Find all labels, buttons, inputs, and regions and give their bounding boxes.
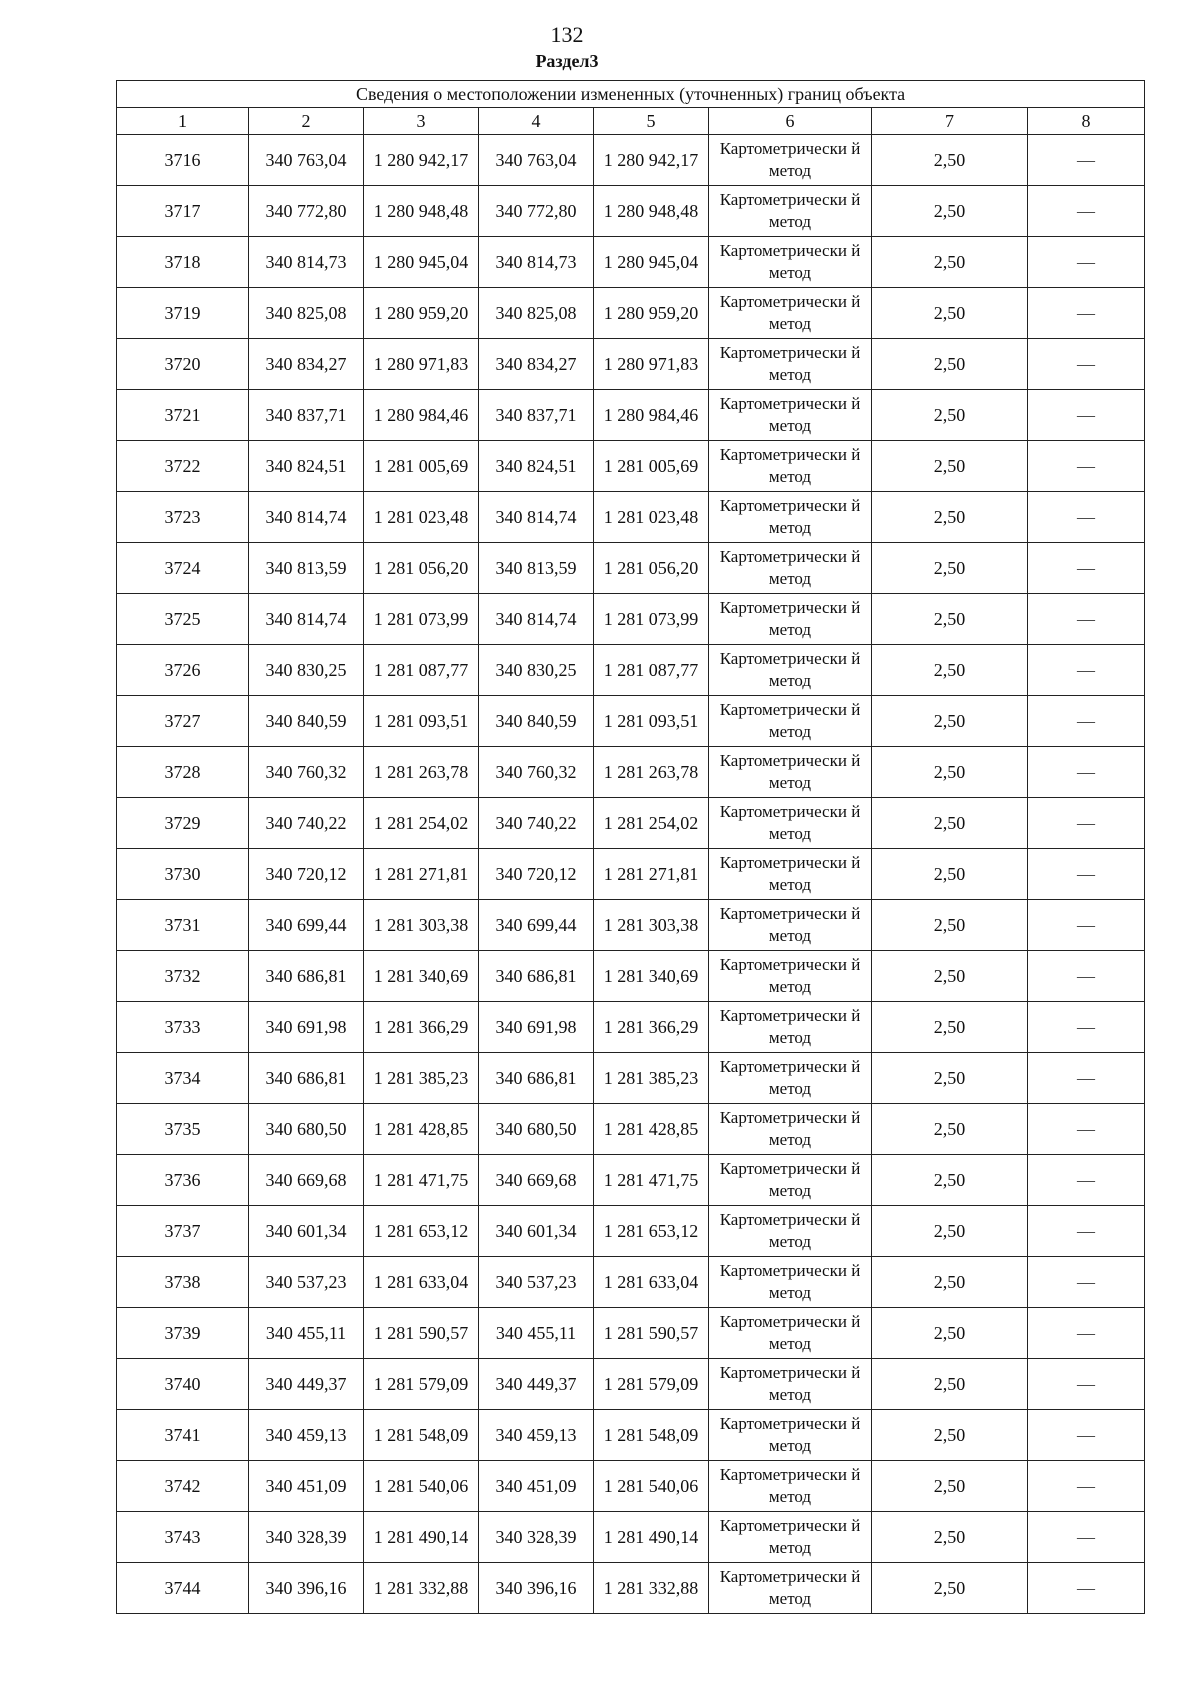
x-old-cell: 340 691,98 — [249, 1002, 364, 1053]
method-cell: Картометрически й метод — [709, 1410, 872, 1461]
description-cell: — — [1028, 441, 1145, 492]
x-new-cell: 340 824,51 — [479, 441, 594, 492]
x-new-cell: 340 814,74 — [479, 492, 594, 543]
y-old-cell: 1 281 093,51 — [364, 696, 479, 747]
accuracy-cell: 2,50 — [872, 339, 1028, 390]
y-old-cell: 1 281 428,85 — [364, 1104, 479, 1155]
accuracy-cell: 2,50 — [872, 390, 1028, 441]
x-old-cell: 340 740,22 — [249, 798, 364, 849]
method-cell: Картометрически й метод — [709, 492, 872, 543]
description-cell: — — [1028, 645, 1145, 696]
x-old-cell: 340 455,11 — [249, 1308, 364, 1359]
method-cell: Картометрически й метод — [709, 1104, 872, 1155]
table-row — [117, 492, 1145, 543]
method-cell: Картометрически й метод — [709, 135, 872, 186]
point-number-cell: 3733 — [117, 1002, 249, 1053]
y-old-cell: 1 281 087,77 — [364, 645, 479, 696]
table-row — [117, 390, 1145, 441]
y-old-cell: 1 281 366,29 — [364, 1002, 479, 1053]
table-row — [117, 1512, 1145, 1563]
accuracy-cell: 2,50 — [872, 798, 1028, 849]
y-new-cell: 1 281 340,69 — [594, 951, 709, 1002]
point-number-cell: 3718 — [117, 237, 249, 288]
point-number-cell: 3744 — [117, 1563, 249, 1614]
method-cell: Картометрически й метод — [709, 798, 872, 849]
x-old-cell: 340 686,81 — [249, 951, 364, 1002]
y-new-cell: 1 281 471,75 — [594, 1155, 709, 1206]
accuracy-cell: 2,50 — [872, 1053, 1028, 1104]
y-new-cell: 1 281 254,02 — [594, 798, 709, 849]
x-new-cell: 340 451,09 — [479, 1461, 594, 1512]
table-row — [117, 1359, 1145, 1410]
accuracy-cell: 2,50 — [872, 1410, 1028, 1461]
column-number-2: 2 — [249, 108, 364, 135]
point-number-cell: 3716 — [117, 135, 249, 186]
method-cell: Картометрически й метод — [709, 288, 872, 339]
description-cell: — — [1028, 900, 1145, 951]
y-old-cell: 1 281 633,04 — [364, 1257, 479, 1308]
column-number-row — [117, 108, 1145, 135]
description-cell: — — [1028, 951, 1145, 1002]
description-cell: — — [1028, 1563, 1145, 1614]
method-cell: Картометрически й метод — [709, 441, 872, 492]
point-number-cell: 3743 — [117, 1512, 249, 1563]
description-cell: — — [1028, 1359, 1145, 1410]
accuracy-cell: 2,50 — [872, 441, 1028, 492]
point-number-cell: 3723 — [117, 492, 249, 543]
table-row — [117, 288, 1145, 339]
x-old-cell: 340 451,09 — [249, 1461, 364, 1512]
x-new-cell: 340 699,44 — [479, 900, 594, 951]
accuracy-cell: 2,50 — [872, 135, 1028, 186]
table-caption: Сведения о местоположении измененных (уточненных) границ объекта — [117, 81, 1145, 108]
description-cell: — — [1028, 288, 1145, 339]
x-new-cell: 340 680,50 — [479, 1104, 594, 1155]
x-new-cell: 340 830,25 — [479, 645, 594, 696]
description-cell: — — [1028, 1104, 1145, 1155]
method-cell: Картометрически й метод — [709, 543, 872, 594]
point-number-cell: 3740 — [117, 1359, 249, 1410]
x-old-cell: 340 459,13 — [249, 1410, 364, 1461]
y-new-cell: 1 281 366,29 — [594, 1002, 709, 1053]
x-new-cell: 340 720,12 — [479, 849, 594, 900]
y-old-cell: 1 281 548,09 — [364, 1410, 479, 1461]
point-number-cell: 3738 — [117, 1257, 249, 1308]
description-cell: — — [1028, 849, 1145, 900]
method-cell: Картометрически й метод — [709, 1257, 872, 1308]
y-new-cell: 1 281 093,51 — [594, 696, 709, 747]
y-new-cell: 1 281 548,09 — [594, 1410, 709, 1461]
point-number-cell: 3720 — [117, 339, 249, 390]
table-row — [117, 594, 1145, 645]
table-row — [117, 1563, 1145, 1614]
description-cell: — — [1028, 1461, 1145, 1512]
page-number: 132 — [550, 22, 584, 47]
x-new-cell: 340 601,34 — [479, 1206, 594, 1257]
x-old-cell: 340 824,51 — [249, 441, 364, 492]
column-number-4: 4 — [479, 108, 594, 135]
description-cell: — — [1028, 1308, 1145, 1359]
x-new-cell: 340 813,59 — [479, 543, 594, 594]
description-cell: — — [1028, 798, 1145, 849]
y-new-cell: 1 281 056,20 — [594, 543, 709, 594]
point-number-cell: 3735 — [117, 1104, 249, 1155]
point-number-cell: 3721 — [117, 390, 249, 441]
y-old-cell: 1 281 023,48 — [364, 492, 479, 543]
y-new-cell: 1 281 023,48 — [594, 492, 709, 543]
table-row — [117, 237, 1145, 288]
point-number-cell: 3736 — [117, 1155, 249, 1206]
accuracy-cell: 2,50 — [872, 1002, 1028, 1053]
table-row — [117, 1155, 1145, 1206]
x-old-cell: 340 537,23 — [249, 1257, 364, 1308]
x-old-cell: 340 830,25 — [249, 645, 364, 696]
description-cell: — — [1028, 1410, 1145, 1461]
y-old-cell: 1 281 073,99 — [364, 594, 479, 645]
accuracy-cell: 2,50 — [872, 696, 1028, 747]
table-row — [117, 441, 1145, 492]
y-new-cell: 1 281 590,57 — [594, 1308, 709, 1359]
y-new-cell: 1 280 945,04 — [594, 237, 709, 288]
method-cell: Картометрически й метод — [709, 1308, 872, 1359]
table-row — [117, 798, 1145, 849]
method-cell: Картометрически й метод — [709, 1002, 872, 1053]
table-row — [117, 186, 1145, 237]
table-row — [117, 696, 1145, 747]
table-row — [117, 543, 1145, 594]
x-old-cell: 340 825,08 — [249, 288, 364, 339]
method-cell: Картометрически й метод — [709, 1155, 872, 1206]
y-old-cell: 1 281 332,88 — [364, 1563, 479, 1614]
y-old-cell: 1 280 984,46 — [364, 390, 479, 441]
description-cell: — — [1028, 390, 1145, 441]
accuracy-cell: 2,50 — [872, 237, 1028, 288]
x-old-cell: 340 840,59 — [249, 696, 364, 747]
y-new-cell: 1 280 942,17 — [594, 135, 709, 186]
method-cell: Картометрически й метод — [709, 1053, 872, 1104]
table-body — [117, 135, 1145, 1614]
column-number-3: 3 — [364, 108, 479, 135]
y-new-cell: 1 281 540,06 — [594, 1461, 709, 1512]
accuracy-cell: 2,50 — [872, 747, 1028, 798]
x-old-cell: 340 834,27 — [249, 339, 364, 390]
y-old-cell: 1 281 490,14 — [364, 1512, 479, 1563]
point-number-cell: 3729 — [117, 798, 249, 849]
table-row — [117, 1104, 1145, 1155]
description-cell: — — [1028, 696, 1145, 747]
description-cell: — — [1028, 1155, 1145, 1206]
accuracy-cell: 2,50 — [872, 1104, 1028, 1155]
table-row — [117, 900, 1145, 951]
point-number-cell: 3731 — [117, 900, 249, 951]
accuracy-cell: 2,50 — [872, 645, 1028, 696]
x-new-cell: 340 834,27 — [479, 339, 594, 390]
y-new-cell: 1 281 303,38 — [594, 900, 709, 951]
x-new-cell: 340 459,13 — [479, 1410, 594, 1461]
method-cell: Картометрически й метод — [709, 696, 872, 747]
y-new-cell: 1 281 332,88 — [594, 1563, 709, 1614]
point-number-cell: 3719 — [117, 288, 249, 339]
description-cell: — — [1028, 543, 1145, 594]
x-old-cell: 340 814,74 — [249, 492, 364, 543]
y-new-cell: 1 281 087,77 — [594, 645, 709, 696]
x-old-cell: 340 720,12 — [249, 849, 364, 900]
y-old-cell: 1 281 271,81 — [364, 849, 479, 900]
y-new-cell: 1 280 959,20 — [594, 288, 709, 339]
method-cell: Картометрически й метод — [709, 1563, 872, 1614]
description-cell: — — [1028, 135, 1145, 186]
description-cell: — — [1028, 594, 1145, 645]
method-cell: Картометрически й метод — [709, 951, 872, 1002]
description-cell: — — [1028, 1206, 1145, 1257]
column-number-6: 6 — [709, 108, 872, 135]
x-new-cell: 340 814,74 — [479, 594, 594, 645]
method-cell: Картометрически й метод — [709, 186, 872, 237]
x-old-cell: 340 686,81 — [249, 1053, 364, 1104]
y-new-cell: 1 281 271,81 — [594, 849, 709, 900]
x-old-cell: 340 680,50 — [249, 1104, 364, 1155]
description-cell: — — [1028, 186, 1145, 237]
y-old-cell: 1 281 303,38 — [364, 900, 479, 951]
point-number-cell: 3728 — [117, 747, 249, 798]
point-number-cell: 3722 — [117, 441, 249, 492]
x-old-cell: 340 813,59 — [249, 543, 364, 594]
x-new-cell: 340 814,73 — [479, 237, 594, 288]
y-old-cell: 1 281 579,09 — [364, 1359, 479, 1410]
section-title: Раздел3 — [535, 51, 599, 71]
accuracy-cell: 2,50 — [872, 492, 1028, 543]
x-old-cell: 340 760,32 — [249, 747, 364, 798]
description-cell: — — [1028, 237, 1145, 288]
y-old-cell: 1 281 471,75 — [364, 1155, 479, 1206]
x-old-cell: 340 396,16 — [249, 1563, 364, 1614]
method-cell: Картометрически й метод — [709, 900, 872, 951]
x-new-cell: 340 691,98 — [479, 1002, 594, 1053]
description-cell: — — [1028, 1002, 1145, 1053]
x-new-cell: 340 396,16 — [479, 1563, 594, 1614]
x-old-cell: 340 772,80 — [249, 186, 364, 237]
table-row — [117, 1461, 1145, 1512]
point-number-cell: 3717 — [117, 186, 249, 237]
method-cell: Картометрически й метод — [709, 747, 872, 798]
y-new-cell: 1 280 971,83 — [594, 339, 709, 390]
y-old-cell: 1 281 653,12 — [364, 1206, 479, 1257]
accuracy-cell: 2,50 — [872, 186, 1028, 237]
y-new-cell: 1 281 579,09 — [594, 1359, 709, 1410]
point-number-cell: 3734 — [117, 1053, 249, 1104]
accuracy-cell: 2,50 — [872, 1512, 1028, 1563]
boundary-coordinates-table — [116, 80, 1145, 1614]
x-new-cell: 340 686,81 — [479, 951, 594, 1002]
method-cell: Картометрически й метод — [709, 594, 872, 645]
accuracy-cell: 2,50 — [872, 951, 1028, 1002]
accuracy-cell: 2,50 — [872, 1155, 1028, 1206]
description-cell: — — [1028, 1512, 1145, 1563]
y-new-cell: 1 281 633,04 — [594, 1257, 709, 1308]
column-number-5: 5 — [594, 108, 709, 135]
x-new-cell: 340 840,59 — [479, 696, 594, 747]
x-old-cell: 340 328,39 — [249, 1512, 364, 1563]
y-old-cell: 1 281 263,78 — [364, 747, 479, 798]
description-cell: — — [1028, 747, 1145, 798]
point-number-cell: 3732 — [117, 951, 249, 1002]
x-old-cell: 340 837,71 — [249, 390, 364, 441]
accuracy-cell: 2,50 — [872, 1461, 1028, 1512]
y-old-cell: 1 281 340,69 — [364, 951, 479, 1002]
x-old-cell: 340 763,04 — [249, 135, 364, 186]
y-new-cell: 1 280 948,48 — [594, 186, 709, 237]
y-new-cell: 1 281 073,99 — [594, 594, 709, 645]
y-old-cell: 1 280 942,17 — [364, 135, 479, 186]
method-cell: Картометрически й метод — [709, 390, 872, 441]
method-cell: Картометрически й метод — [709, 339, 872, 390]
y-new-cell: 1 281 005,69 — [594, 441, 709, 492]
accuracy-cell: 2,50 — [872, 288, 1028, 339]
table-row — [117, 1410, 1145, 1461]
method-cell: Картометрически й метод — [709, 1359, 872, 1410]
point-number-cell: 3724 — [117, 543, 249, 594]
y-new-cell: 1 281 490,14 — [594, 1512, 709, 1563]
x-old-cell: 340 449,37 — [249, 1359, 364, 1410]
column-number-1: 1 — [117, 108, 249, 135]
x-new-cell: 340 772,80 — [479, 186, 594, 237]
table-row — [117, 1308, 1145, 1359]
y-old-cell: 1 281 056,20 — [364, 543, 479, 594]
x-old-cell: 340 601,34 — [249, 1206, 364, 1257]
y-old-cell: 1 280 948,48 — [364, 186, 479, 237]
point-number-cell: 3739 — [117, 1308, 249, 1359]
description-cell: — — [1028, 492, 1145, 543]
table-row — [117, 1053, 1145, 1104]
accuracy-cell: 2,50 — [872, 900, 1028, 951]
table-row — [117, 1257, 1145, 1308]
point-number-cell: 3727 — [117, 696, 249, 747]
x-new-cell: 340 760,32 — [479, 747, 594, 798]
description-cell: — — [1028, 1053, 1145, 1104]
x-new-cell: 340 455,11 — [479, 1308, 594, 1359]
table-row — [117, 849, 1145, 900]
y-old-cell: 1 281 540,06 — [364, 1461, 479, 1512]
y-old-cell: 1 280 945,04 — [364, 237, 479, 288]
table-row — [117, 1002, 1145, 1053]
x-new-cell: 340 837,71 — [479, 390, 594, 441]
y-old-cell: 1 281 590,57 — [364, 1308, 479, 1359]
y-old-cell: 1 280 959,20 — [364, 288, 479, 339]
table-row — [117, 645, 1145, 696]
point-number-cell: 3726 — [117, 645, 249, 696]
y-old-cell: 1 281 254,02 — [364, 798, 479, 849]
y-old-cell: 1 280 971,83 — [364, 339, 479, 390]
y-old-cell: 1 281 005,69 — [364, 441, 479, 492]
accuracy-cell: 2,50 — [872, 1308, 1028, 1359]
x-old-cell: 340 814,73 — [249, 237, 364, 288]
method-cell: Картометрически й метод — [709, 645, 872, 696]
accuracy-cell: 2,50 — [872, 1563, 1028, 1614]
table-row — [117, 951, 1145, 1002]
x-new-cell: 340 449,37 — [479, 1359, 594, 1410]
x-new-cell: 340 328,39 — [479, 1512, 594, 1563]
y-new-cell: 1 281 385,23 — [594, 1053, 709, 1104]
x-old-cell: 340 699,44 — [249, 900, 364, 951]
point-number-cell: 3730 — [117, 849, 249, 900]
x-new-cell: 340 537,23 — [479, 1257, 594, 1308]
x-new-cell: 340 740,22 — [479, 798, 594, 849]
accuracy-cell: 2,50 — [872, 1206, 1028, 1257]
description-cell: — — [1028, 1257, 1145, 1308]
x-old-cell: 340 814,74 — [249, 594, 364, 645]
table-row — [117, 135, 1145, 186]
point-number-cell: 3725 — [117, 594, 249, 645]
point-number-cell: 3741 — [117, 1410, 249, 1461]
x-old-cell: 340 669,68 — [249, 1155, 364, 1206]
column-number-7: 7 — [872, 108, 1028, 135]
point-number-cell: 3742 — [117, 1461, 249, 1512]
description-cell: — — [1028, 339, 1145, 390]
method-cell: Картометрически й метод — [709, 237, 872, 288]
x-new-cell: 340 763,04 — [479, 135, 594, 186]
accuracy-cell: 2,50 — [872, 1359, 1028, 1410]
y-new-cell: 1 281 428,85 — [594, 1104, 709, 1155]
y-new-cell: 1 281 653,12 — [594, 1206, 709, 1257]
y-new-cell: 1 280 984,46 — [594, 390, 709, 441]
column-number-8: 8 — [1028, 108, 1145, 135]
y-old-cell: 1 281 385,23 — [364, 1053, 479, 1104]
method-cell: Картометрически й метод — [709, 1512, 872, 1563]
table-row — [117, 747, 1145, 798]
point-number-cell: 3737 — [117, 1206, 249, 1257]
table-row — [117, 339, 1145, 390]
accuracy-cell: 2,50 — [872, 594, 1028, 645]
accuracy-cell: 2,50 — [872, 543, 1028, 594]
accuracy-cell: 2,50 — [872, 1257, 1028, 1308]
x-new-cell: 340 686,81 — [479, 1053, 594, 1104]
table-row — [117, 1206, 1145, 1257]
y-new-cell: 1 281 263,78 — [594, 747, 709, 798]
method-cell: Картометрически й метод — [709, 849, 872, 900]
x-new-cell: 340 825,08 — [479, 288, 594, 339]
method-cell: Картометрически й метод — [709, 1461, 872, 1512]
x-new-cell: 340 669,68 — [479, 1155, 594, 1206]
method-cell: Картометрически й метод — [709, 1206, 872, 1257]
accuracy-cell: 2,50 — [872, 849, 1028, 900]
